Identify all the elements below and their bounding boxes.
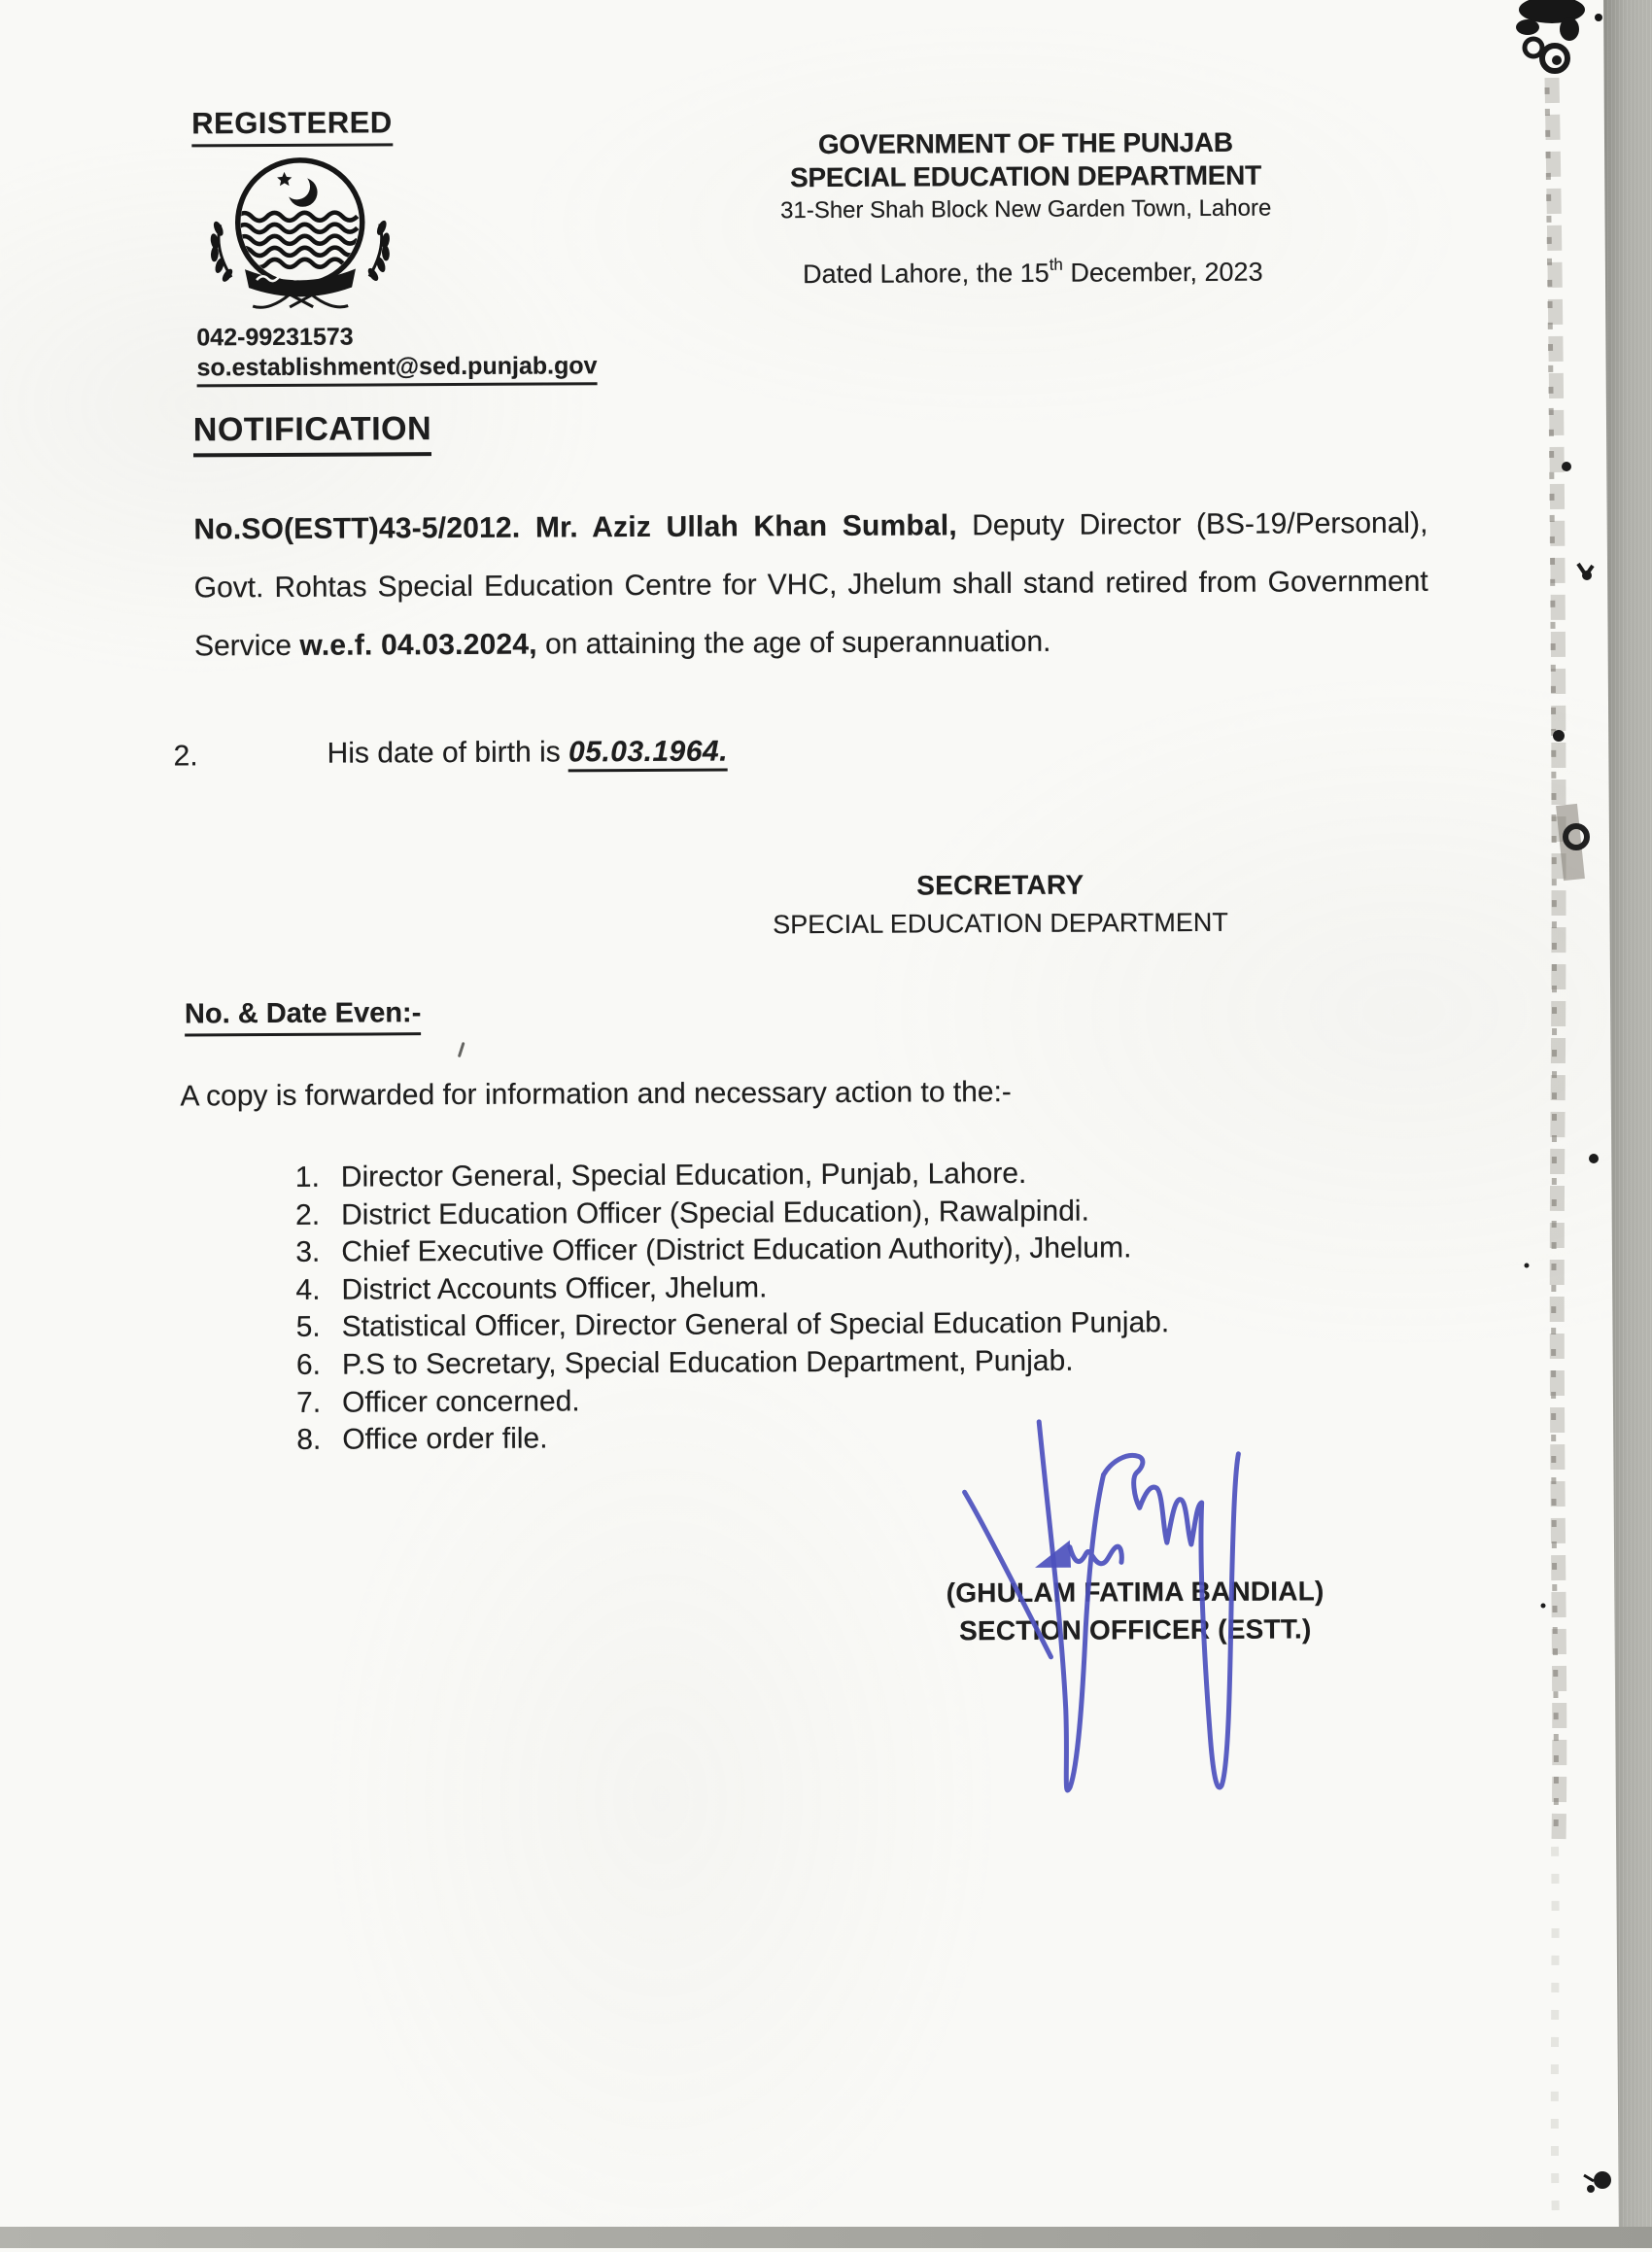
secretary-dept: SPECIAL EDUCATION DEPARTMENT [773, 907, 1228, 940]
retirement-date: w.e.f. 04.03.2024, [299, 628, 537, 662]
item-number: 6. [295, 1348, 322, 1381]
date-ordinal-suffix: th [1049, 255, 1063, 274]
distribution-item [296, 1341, 1414, 1385]
letterhead [763, 125, 1289, 225]
distribution-item [296, 1303, 1414, 1347]
signature-ink [925, 1398, 1277, 1827]
item-text: Statistical Officer, Director General of Special Education Punjab. [341, 1306, 1170, 1343]
dept-name: SPECIAL EDUCATION DEPARTMENT [790, 159, 1261, 193]
notification-paragraph [193, 495, 1428, 676]
distribution-item [295, 1229, 1413, 1272]
phone-number: 042-99231573 [196, 323, 354, 352]
point2-line [327, 736, 729, 771]
item-text: Director General, Special Education, Punjab, Lahore. [340, 1157, 1027, 1194]
item-number: 5. [295, 1311, 321, 1344]
date-of-birth: 05.03.1964. [568, 736, 728, 773]
distribution-intro: A copy is forwarded for information and necessary action to the:- [180, 1076, 1012, 1113]
item-number: 7. [296, 1386, 322, 1419]
distribution-item [295, 1191, 1413, 1234]
point2-text: His date of birth is [327, 736, 569, 770]
item-number: 8. [296, 1423, 322, 1457]
signatory-title: SECTION OFFICER (ESTT.) [959, 1613, 1312, 1646]
item-text: Officer concerned. [342, 1384, 580, 1419]
email-address: so.establishment@sed.punjab.gov [196, 352, 597, 387]
item-number: 4. [295, 1273, 321, 1306]
item-number: 1. [294, 1161, 321, 1194]
date-prefix: Dated Lahore, the 15 [802, 258, 1050, 290]
item-text: Chief Executive Officer (District Education Authority), Jhelum. [341, 1231, 1132, 1268]
paragraph-middle: Deputy Director (BS-19/Personal), Govt. Rohtas Special Education Centre for VHC, Jhelum shall stand retired from Government Service [193, 506, 1428, 663]
distribution-heading: No. & Date Even:- [185, 997, 422, 1036]
punjab-emblem-logo [195, 148, 402, 314]
secretary-title: SECRETARY [916, 869, 1084, 901]
item-text: District Accounts Officer, Jhelum. [341, 1271, 768, 1306]
distribution-item [295, 1154, 1413, 1197]
item-number: 3. [295, 1235, 321, 1269]
item-text: District Education Officer (Special Education), Rawalpindi. [341, 1195, 1089, 1231]
date-suffix: December, 2023 [1062, 257, 1263, 288]
registered-label: REGISTERED [191, 105, 393, 147]
paragraph-tail: on attaining the age of superannuation. [536, 625, 1051, 661]
item-number: 2. [295, 1198, 321, 1231]
distribution-item [295, 1266, 1413, 1310]
address-line: 31-Sher Shah Block New Garden Town, Lahore [780, 194, 1272, 225]
org-name: GOVERNMENT OF THE PUNJAB [817, 126, 1233, 160]
date-line [803, 257, 1263, 290]
reference-number-and-name: No.SO(ESTT)43-5/2012. Mr. Aziz Ullah Khan Sumbal, [193, 509, 957, 546]
item-text: Office order file. [342, 1422, 548, 1456]
authority-block [757, 869, 1243, 941]
item-text: P.S to Secretary, Special Education Department, Punjab. [341, 1344, 1074, 1381]
signatory-name: (GHULAM FATIMA BANDIAL) [946, 1576, 1325, 1609]
scanner-edge-bottom [0, 2227, 1652, 2248]
point2-number: 2. [173, 740, 198, 773]
stray-ink-mark [458, 1042, 465, 1057]
notification-heading: NOTIFICATION [193, 410, 431, 457]
